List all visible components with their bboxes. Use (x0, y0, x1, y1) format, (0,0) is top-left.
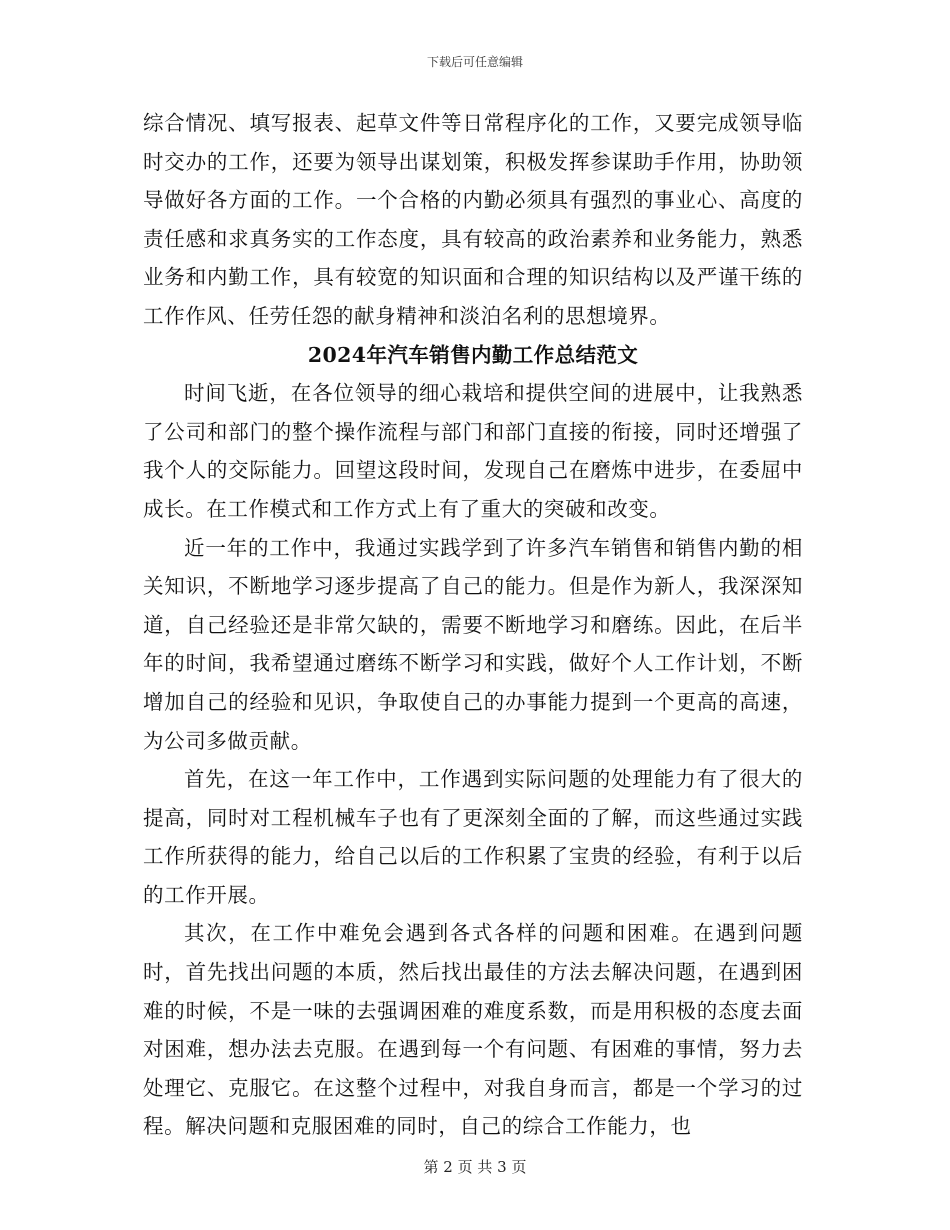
page-header-note: 下载后可任意编辑 (426, 55, 523, 69)
document-body (143, 104, 803, 1146)
paragraph-first: 首先，在这一年工作中，工作遇到实际问题的处理能力有了很大的提高，同时对工程机械车子也有了更深刻全面的了解，而这些通过实践工作所获得的能力，给自己以后的工作积累了宝贵的经验，有利于以后的工作开展。 (143, 767, 803, 907)
paragraph-continued: 综合情况、填写报表、起草文件等日常程序化的工作，又要完成领导临时交办的工作，还要为领导出谋划策，积极发挥参谋助手作用，协助领导做好各方面的工作。一个合格的内勤必须具有强烈的事业心、高度的责任感和求真务实的工作态度，具有较高的政治素养和业务能力，熟悉业务和内勤工作，具有较宽的知识面和合理的知识结构以及严谨干练的工作作风、任劳任怨的献身精神和淡泊名利的思想境界。 (143, 111, 803, 328)
paragraph-intro: 时间飞逝，在各位领导的细心栽培和提供空间的进展中，让我熟悉了公司和部门的整个操作流程与部门和部门直接的衔接，同时还增强了我个人的交际能力。回望这段时间，发现自己在磨炼中进步，在委屈中成长。在工作模式和工作方式上有了重大的突破和改变。 (143, 381, 803, 521)
paragraph-learning: 近一年的工作中，我通过实践学到了许多汽车销售和销售内勤的相关知识，不断地学习逐步提高了自己的能力。但是作为新人，我深深知道，自己经验还是非常欠缺的，需要不断地学习和磨练。因此，在后半年的时间，我希望通过磨练不断学习和实践，做好个人工作计划，不断增加自己的经验和见识，争取使自己的办事能力提到一个更高的高速，为公司多做贡献。 (143, 535, 803, 753)
paragraph-second: 其次，在工作中难免会遇到各式各样的问题和困难。在遇到问题时，首先找出问题的本质，然后找出最佳的方法去解决问题，在遇到困难的时候，不是一味的去强调困难的难度系数，而是用积极的态度去面对困难，想办法去克服。在遇到每一个有问题、有困难的事情，努力去处理它、克服它。在这整个过程中，对我自身而言，都是一个学习的过程。解决问题和克服困难的同时，自己的综合工作能力，也 (143, 921, 803, 1139)
page-footer: 第 2 页 共 3 页 (423, 1158, 527, 1176)
section-title: 2024年汽车销售内勤工作总结范文 (307, 342, 639, 367)
